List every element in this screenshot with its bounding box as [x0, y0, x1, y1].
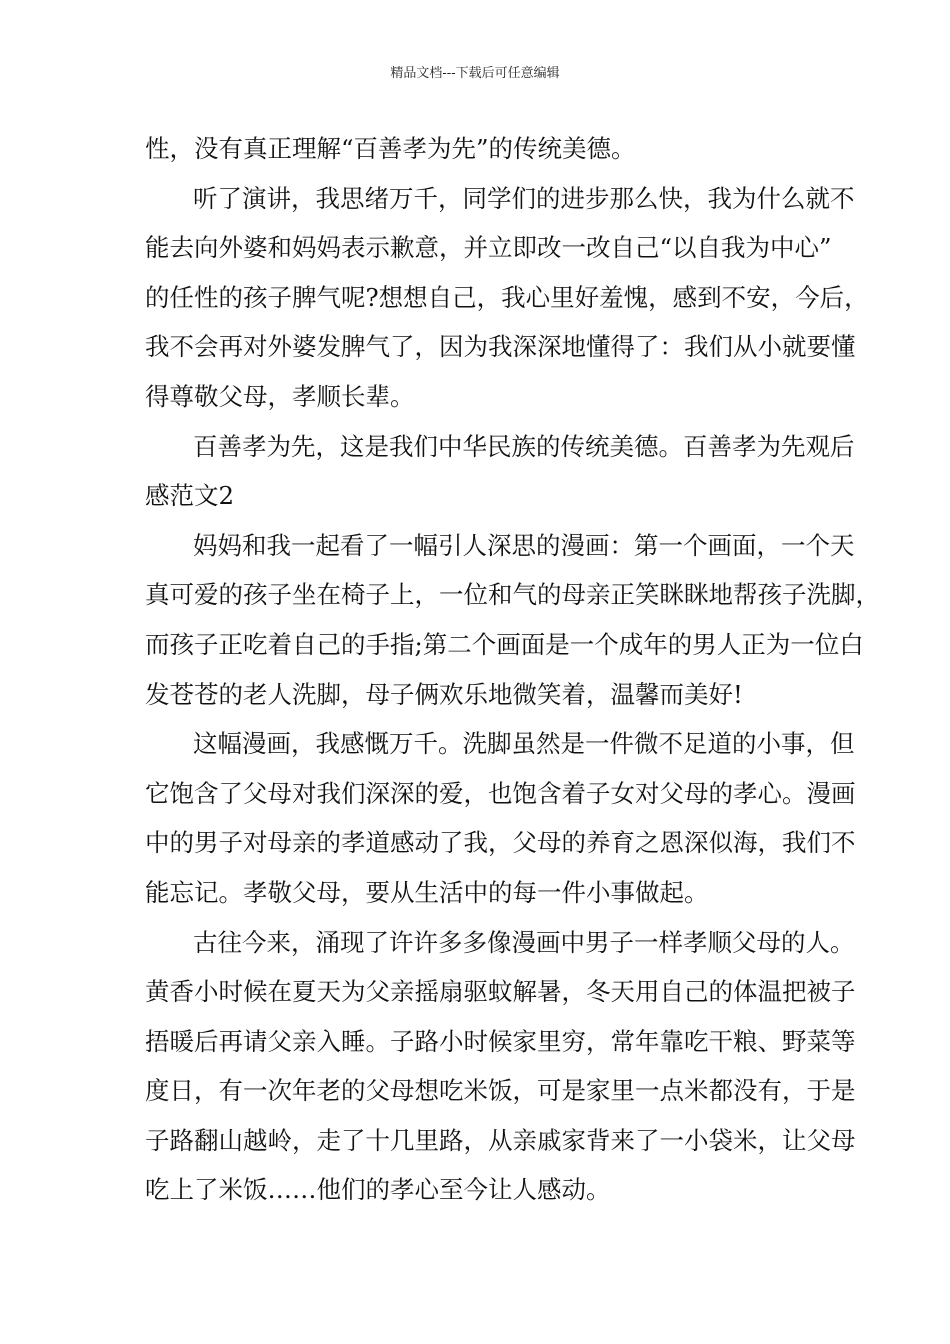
paragraph — [145, 422, 855, 521]
paragraph — [145, 174, 869, 422]
text-line: 古往今来，涌现了许许多多像漫画中男子一样孝顺父母的人。 — [193, 927, 855, 957]
page-header: 精品文档---下载后可任意编辑 — [390, 66, 560, 81]
text-line: 捂暖后再请父亲入睡。子路小时候家里穷，常年靠吃干粮、野菜等 — [145, 1026, 856, 1056]
text-line: 它饱含了父母对我们深深的爱，也饱含着子女对父母的孝心。漫画 — [145, 778, 856, 808]
text-line: 我不会再对外婆发脾气了，因为我深深地懂得了：我们从小就要懂 — [145, 332, 856, 362]
text-line: 妈妈和我一起看了一幅引人深思的漫画：第一个画面，一个天 — [193, 530, 855, 560]
text-line: 真可爱的孩子坐在椅子上，一位和气的母亲正笑眯眯地帮孩子洗脚， — [145, 580, 880, 610]
text-line: 这幅漫画，我感慨万千。洗脚虽然是一件微不足道的小事，但 — [193, 729, 855, 759]
text-line: 子路翻山越岭，走了十几里路，从亲戚家背来了一小袋米，让父母 — [145, 1125, 856, 1155]
text-line: 得尊敬父母，孝顺长辈。 — [145, 381, 415, 411]
text-line: 吃上了米饭……他们的孝心至今让人感动。 — [145, 1175, 611, 1205]
paragraph — [145, 521, 880, 719]
text-line: 发苍苍的老人洗脚，母子俩欢乐地微笑着，温馨而美好! — [145, 679, 743, 709]
text-line: 听了演讲，我思绪万千，同学们的进步那么快，我为什么就不 — [193, 183, 855, 213]
text-line: 而孩子正吃着自己的手指;第二个画面是一个成年的男人正为一位白 — [145, 629, 864, 659]
paragraph — [145, 719, 856, 917]
text-line: 百善孝为先，这是我们中华民族的传统美德。百善孝为先观后 — [193, 431, 855, 461]
text-line: 能忘记。孝敬父母，要从生活中的每一件小事做起。 — [145, 877, 709, 907]
text-line: 黄香小时候在夏天为父亲摇扇驱蚊解暑，冬天用自己的体温把被子 — [145, 977, 856, 1007]
paragraph — [145, 918, 856, 1216]
document-body — [145, 124, 880, 1215]
text-line: 感范文2 — [145, 481, 235, 511]
paragraph — [145, 124, 815, 174]
text-line: 性，没有真正理解“百善孝为先”的传统美德。 — [145, 134, 636, 163]
text-line: 中的男子对母亲的孝道感动了我，父母的养育之恩深似海，我们不 — [145, 828, 856, 858]
text-line: 的任性的孩子脾气呢?想想自己，我心里好羞愧，感到不安，今后， — [145, 282, 869, 312]
text-line: 度日，有一次年老的父母想吃米饭，可是家里一点米都没有，于是 — [145, 1076, 856, 1106]
text-line: 能去向外婆和妈妈表示歉意，并立即改一改自己“以自我为中心” — [145, 233, 832, 263]
